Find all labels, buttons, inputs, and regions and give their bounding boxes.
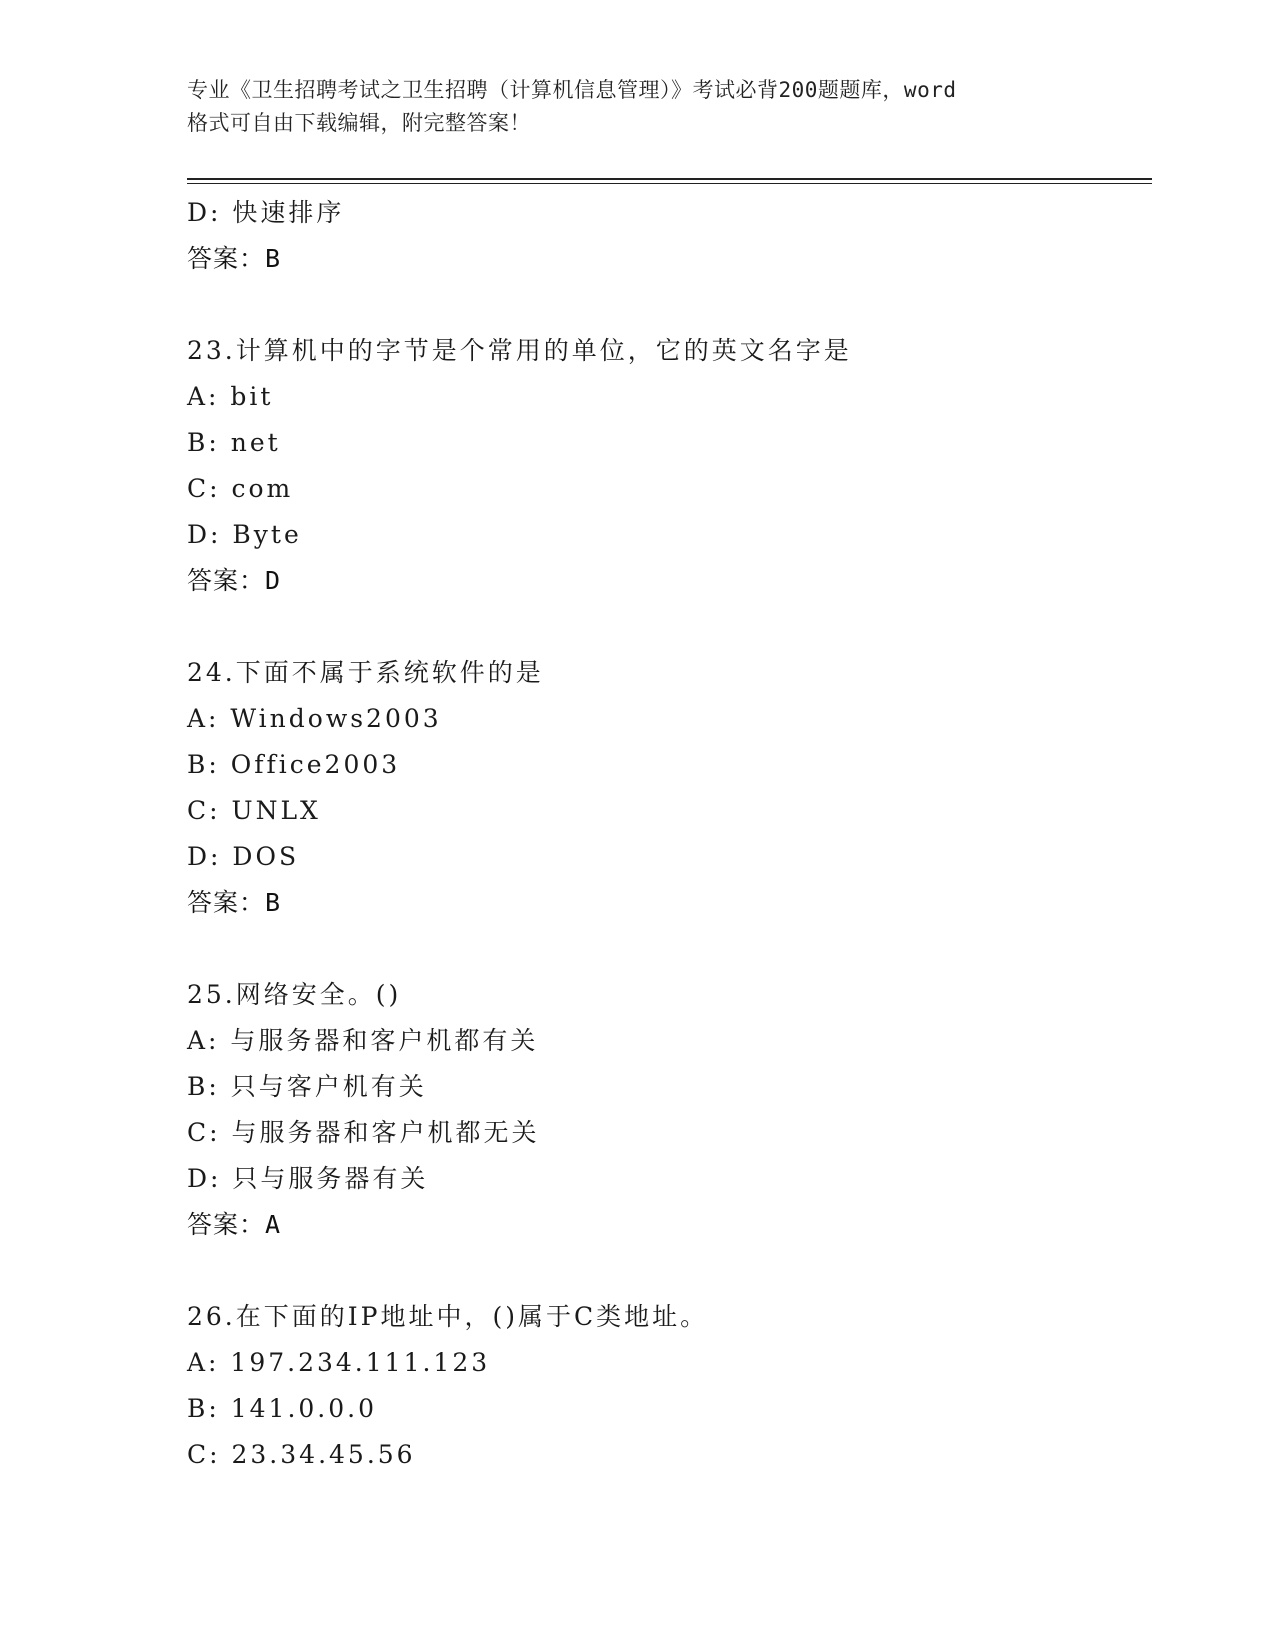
option-b: B: 141.0.0.0 — [187, 1394, 378, 1423]
option-d: D: DOS — [187, 842, 300, 871]
option-a: A: bit — [187, 382, 274, 411]
option-c: C: com — [187, 474, 294, 503]
spacer — [187, 604, 1152, 650]
option-d: D: Byte — [187, 520, 302, 549]
header-title-line-1: 专业《卫生招聘考试之卫生招聘（计算机信息管理）》考试必背200题题库，word — [187, 78, 957, 102]
header-title-line-2: 格式可自由下载编辑，附完整答案！ — [187, 111, 531, 135]
question-stem: 23.计算机中的字节是个常用的单位，它的英文名字是 — [187, 336, 852, 365]
question-23 — [187, 328, 1152, 604]
option-a: A: Windows2003 — [187, 704, 442, 733]
question-stem: 26.在下面的IP地址中，()属于C类地址。 — [187, 1302, 709, 1331]
header-rule-thin — [187, 183, 1152, 184]
question-stem: 25.网络安全。() — [187, 980, 402, 1009]
question-answer: 答案：B — [187, 888, 282, 917]
spacer — [187, 926, 1152, 972]
question-25 — [187, 972, 1152, 1248]
option-a: A: 197.234.111.123 — [187, 1348, 491, 1377]
question-26 — [187, 1294, 1152, 1478]
option-c: C: 23.34.45.56 — [187, 1440, 416, 1469]
option-c: C: 与服务器和客户机都无关 — [187, 1118, 540, 1147]
spacer — [187, 282, 1152, 328]
question-24 — [187, 650, 1152, 926]
option-c: C: UNLX — [187, 796, 321, 825]
option-a: A: 与服务器和客户机都有关 — [187, 1026, 539, 1055]
option-b: B: Office2003 — [187, 750, 401, 779]
document-header — [187, 74, 1087, 140]
header-rule-thick — [187, 178, 1152, 180]
option-b: B: net — [187, 428, 281, 457]
previous-question-answer: 答案：B — [187, 244, 282, 273]
previous-question-option-d: D: 快速排序 — [187, 198, 345, 227]
question-list — [187, 190, 1152, 1478]
spacer — [187, 1248, 1152, 1294]
question-answer: 答案：A — [187, 1210, 282, 1239]
question-answer: 答案：D — [187, 566, 282, 595]
question-stem: 24.下面不属于系统软件的是 — [187, 658, 544, 687]
option-d: D: 只与服务器有关 — [187, 1164, 429, 1193]
option-b: B: 只与客户机有关 — [187, 1072, 427, 1101]
